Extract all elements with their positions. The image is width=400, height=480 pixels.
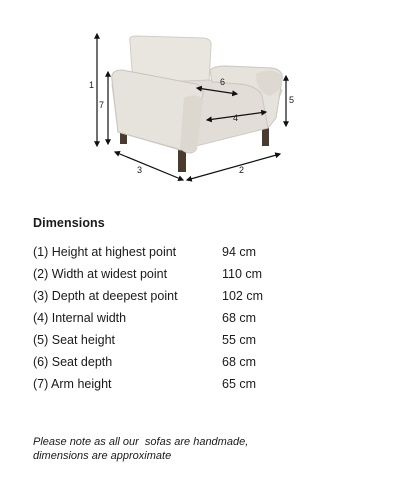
label-6: 6 — [220, 77, 226, 87]
label-3: 3 — [137, 165, 143, 175]
dimension-label: (6) Seat depth — [33, 355, 113, 369]
label-1: 1 — [89, 80, 95, 90]
dimensions-heading: Dimensions — [33, 216, 105, 230]
dimension-value: 68 cm — [222, 311, 257, 325]
dimension-row — [33, 287, 333, 309]
dimension-value: 102 cm — [222, 289, 263, 303]
label-7: 7 — [99, 100, 105, 110]
dimension-row — [33, 309, 333, 331]
label-2: 2 — [239, 165, 245, 175]
dimension-value: 68 cm — [222, 355, 257, 369]
label-5: 5 — [289, 95, 295, 105]
dimension-label: (4) Internal width — [33, 311, 127, 325]
note-line-1: Please note as all our sofas are handmade, — [33, 436, 249, 448]
dimensions-list — [33, 243, 333, 397]
label-4: 4 — [233, 113, 239, 123]
depth-arrow — [115, 152, 183, 180]
note-line-2: dimensions are approximate — [33, 450, 172, 462]
dimension-row — [33, 375, 333, 397]
dimension-label: (5) Seat height — [33, 333, 115, 347]
dimension-row — [33, 243, 333, 265]
dimension-label: (1) Height at highest point — [33, 245, 177, 259]
width-arrow — [187, 154, 280, 180]
dimension-value: 94 cm — [222, 245, 257, 259]
dimension-value: 110 cm — [222, 267, 263, 281]
dimension-label: (2) Width at widest point — [33, 267, 168, 281]
dimension-value: 55 cm — [222, 333, 257, 347]
dimension-value: 65 cm — [222, 377, 257, 391]
dimension-row — [33, 331, 333, 353]
dimension-label: (7) Arm height — [33, 377, 112, 391]
dimension-row — [33, 353, 333, 375]
dimension-label: (3) Depth at deepest point — [33, 289, 178, 303]
dimension-row — [33, 265, 333, 287]
handmade-note — [33, 435, 333, 463]
armchair-dimension-illustration — [0, 0, 400, 200]
